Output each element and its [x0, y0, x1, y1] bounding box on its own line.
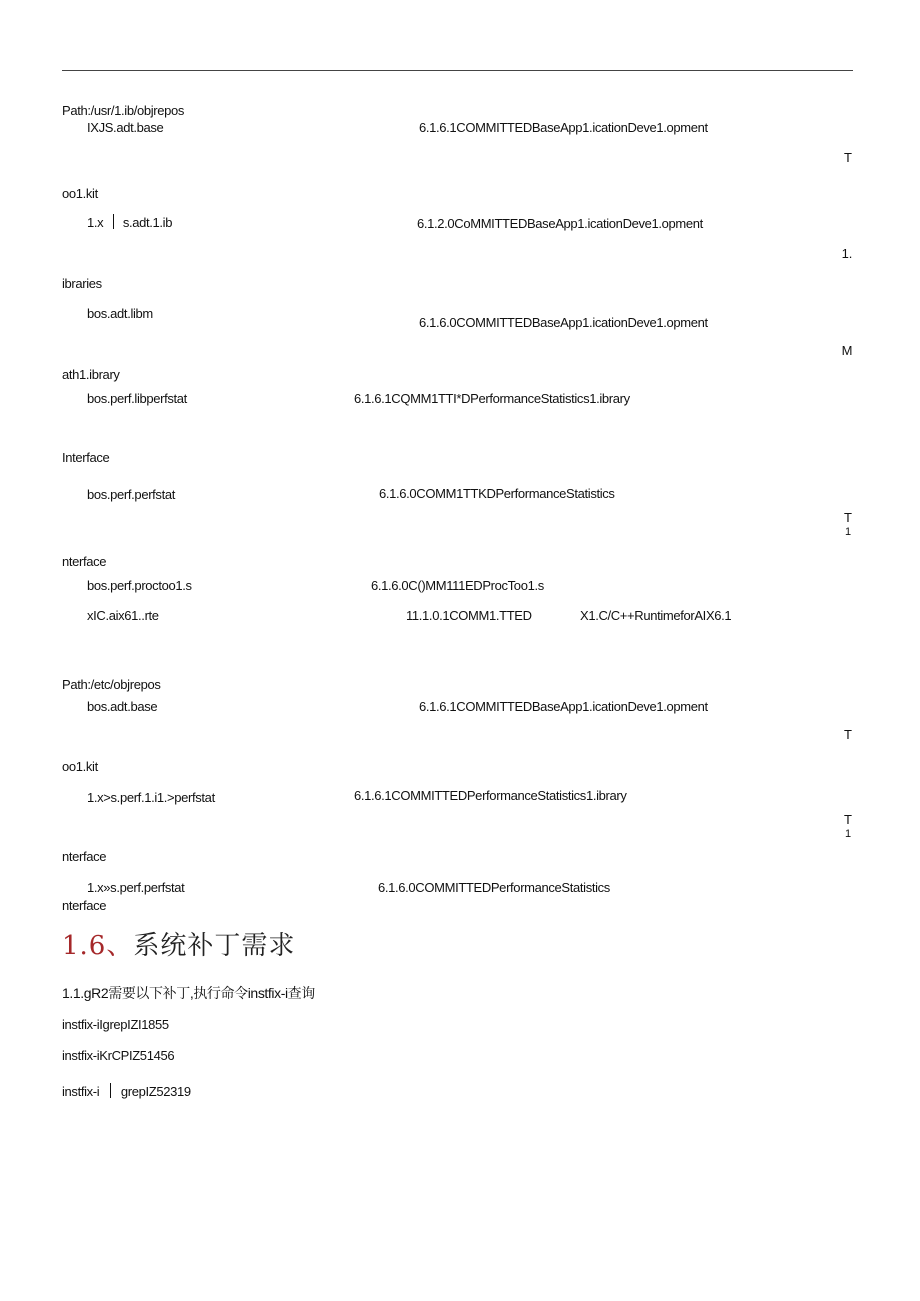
fileset-name: bos.perf.proctoo1.s: [87, 578, 192, 593]
fileset-name: IXJS.adt.base: [87, 120, 164, 135]
fileset-desc-continuation: oo1.kit: [62, 759, 98, 774]
fileset-version: 6.1.6.1CQMM1TTI*DPerformanceStatistics1.ibrary: [354, 391, 630, 406]
section-number: 1.6、: [62, 931, 134, 961]
fileset-name: bos.perf.libperfstat: [87, 391, 187, 406]
fileset-name-prefix: 1.x: [87, 215, 104, 230]
fileset-name: [87, 214, 172, 231]
fileset-version: 6.1.6.0COMM1TTKDPerformanceStatistics: [379, 486, 615, 501]
command-part: grepIZ52319: [120, 1084, 191, 1099]
top-divider: [62, 70, 853, 71]
fileset-desc-continuation: nterface: [62, 554, 107, 569]
command-line: [62, 1083, 191, 1100]
fileset-version: 6.1.6.0COMMITTEDPerformanceStatistics: [378, 880, 610, 895]
fileset-desc-wrap: T: [844, 510, 852, 525]
command-line: instfix-iIgrepIZI1855: [62, 1017, 169, 1032]
fileset-name-suffix: s.adt.1.ib: [122, 215, 173, 230]
fileset-version: 6.1.6.1COMMITTEDPerformanceStatistics1.ibrary: [354, 788, 627, 803]
patch-intro: 1.1.gR2需要以下补丁,执行命令instfix-i查询: [62, 985, 315, 1001]
fileset-desc-continuation: ibraries: [62, 276, 102, 291]
section-title: 系统补丁需求: [133, 931, 296, 961]
column-bar: [113, 214, 114, 229]
fileset-desc-wrap: T: [844, 150, 852, 165]
fileset-desc-continuation: nterface: [62, 849, 107, 864]
fileset-version: 6.1.2.0CoMMITTEDBaseApp1.icationDeve1.opment: [417, 216, 703, 231]
fileset-description: X1.C/C++RuntimeforAIX6.1: [580, 608, 732, 623]
section-heading: [62, 929, 295, 963]
pipe-bar: [110, 1083, 111, 1098]
fileset-desc-wrap: M: [841, 343, 853, 358]
fileset-version: 6.1.6.1COMMITTEDBaseApp1.icationDeve1.opment: [419, 120, 708, 135]
fileset-desc-wrap-2: 1: [844, 828, 852, 840]
fileset-desc-continuation: Interface: [62, 450, 110, 465]
fileset-desc-wrap: 1.: [841, 246, 853, 261]
fileset-desc-wrap: T: [844, 812, 852, 827]
fileset-desc-continuation: oo1.kit: [62, 186, 98, 201]
fileset-version: 6.1.6.0COMMITTEDBaseApp1.icationDeve1.opment: [419, 315, 708, 330]
path-usr: Path:/usr/1.ib/objrepos: [62, 103, 185, 118]
command-line: instfix-iKrCPIZ51456: [62, 1048, 175, 1063]
fileset-desc-continuation: nterface: [62, 898, 107, 913]
fileset-name: 1.x»s.perf.perfstat: [87, 880, 185, 895]
fileset-name: 1.x>s.perf.1.i1.>perfstat: [87, 790, 215, 805]
fileset-name: xIC.aix61..rte: [87, 608, 159, 623]
fileset-desc-wrap: T: [844, 727, 852, 742]
fileset-name: bos.adt.base: [87, 699, 158, 714]
fileset-desc-continuation: ath1.ibrary: [62, 367, 120, 382]
fileset-version: 6.1.6.1COMMITTEDBaseApp1.icationDeve1.opment: [419, 699, 708, 714]
fileset-name: bos.adt.libm: [87, 306, 153, 321]
fileset-version: 6.1.6.0C()MM111EDProcToo1.s: [371, 578, 544, 593]
fileset-version: 11.1.0.1COMM1.TTED: [406, 608, 532, 623]
fileset-name: bos.perf.perfstat: [87, 487, 175, 502]
fileset-desc-wrap-2: 1: [844, 526, 852, 538]
path-etc: Path:/etc/objrepos: [62, 677, 161, 692]
command-part: instfix-i: [62, 1084, 100, 1099]
